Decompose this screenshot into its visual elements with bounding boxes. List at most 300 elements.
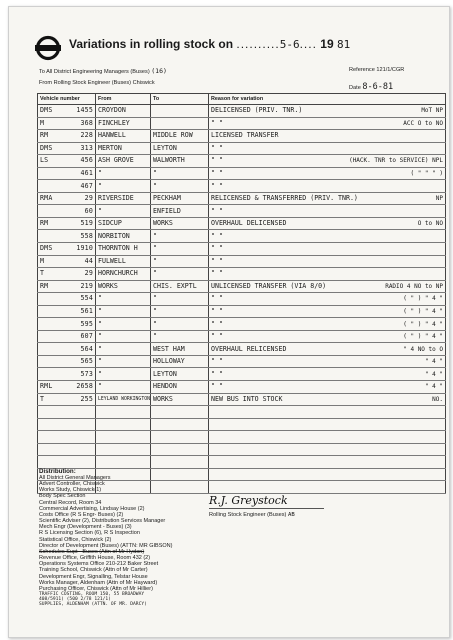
from-text: HANWELL [98, 131, 126, 140]
from-cell [96, 305, 151, 318]
reason-cell [209, 243, 446, 256]
distribution-item: Scientific Adviser (2), Distribution Services Manager [39, 518, 166, 525]
reason-extra: ( " ) " 4 " [403, 308, 443, 316]
vehicle-number-cell [38, 368, 96, 381]
from-text: SIDCUP [98, 219, 122, 228]
variations-table [37, 93, 446, 494]
reason-extra: ( " " " ) [410, 170, 443, 177]
vehicle-code: T [40, 394, 45, 403]
vehicle-number-cell [38, 406, 96, 419]
reason-text: " " [211, 181, 223, 190]
vehicle-num: 554 [80, 294, 93, 303]
from-text: ASH GROVE [98, 156, 134, 165]
vehicle-number-cell [38, 167, 96, 180]
vehicle-num: 44 [84, 256, 93, 265]
vehicle-num: 558 [80, 231, 93, 240]
signature-line [209, 508, 324, 509]
vehicle-number-cell [38, 418, 96, 431]
vehicle-code: DMS [40, 244, 53, 253]
distribution-item: Advert Controller, Chiswick [39, 481, 105, 488]
signature-caption-text: Rolling Stock Engineer (Buses) [209, 512, 287, 518]
reason-cell [209, 155, 446, 168]
reason-cell [209, 318, 446, 331]
reason-cell [209, 268, 446, 281]
from-cell [96, 280, 151, 293]
vehicle-code: RM [40, 131, 49, 140]
from-cell [96, 293, 151, 306]
to-cell: " [151, 230, 209, 243]
reason-extra: " 4 " [424, 358, 443, 366]
distribution-item: Works Study, Chiswick(1) [39, 487, 102, 494]
reason-text: " " [211, 319, 223, 328]
table-row [38, 130, 446, 143]
reason-text: " " [211, 369, 223, 378]
distribution-item: Central Record, Room 34 [39, 499, 102, 506]
vehicle-number-cell [38, 343, 96, 356]
from-cell [96, 343, 151, 356]
reason-cell [209, 468, 446, 481]
vehicle-number-cell [38, 393, 96, 406]
from-text: LEYLAND WORKINGTON [98, 396, 150, 402]
table-header-row [38, 94, 446, 105]
reason-extra: " 4 NO to O [403, 345, 443, 353]
reason-text: " " [211, 357, 223, 366]
column-to: To [151, 94, 209, 105]
from-text: FULWELL [98, 256, 126, 265]
reason-text: " " [211, 244, 223, 253]
reason-extra: NO. [432, 395, 443, 403]
distribution-list [39, 468, 239, 607]
vehicle-num: 219 [80, 281, 93, 290]
reason-text: " " [211, 156, 223, 165]
from-text: " [98, 307, 102, 316]
vehicle-number-cell [38, 205, 96, 218]
reason-extra [439, 206, 443, 217]
to-cell [151, 456, 209, 469]
from-cell [96, 255, 151, 268]
year-prefix: 19 [320, 37, 334, 51]
to-cell: LEYTON [151, 368, 209, 381]
distribution-item: Training School, Chiswick (Attn of Mr Carter) [39, 567, 148, 574]
to-cell: HOLLOWAY [151, 355, 209, 368]
from-cell [96, 418, 151, 431]
table-row [38, 330, 446, 343]
table-row [38, 243, 446, 256]
table-row [38, 192, 446, 205]
vehicle-code: RML [40, 382, 53, 391]
column-vehicle-number: Vehicle number [38, 94, 96, 105]
reason-text: " " [211, 169, 223, 177]
reason-cell [209, 205, 446, 218]
distribution-item: Costs Office (R S Engr- Buses) (2) [39, 511, 124, 518]
date-dots: .......... [236, 37, 280, 51]
reason-text: RELICENSED & TRANSFERRED (PRIV. TNR.) [211, 194, 358, 203]
from-cell [96, 205, 151, 218]
column-reason: Reason for variation [209, 94, 446, 105]
distribution-item: R S Licensing Section (6), R S Inspection [39, 530, 140, 537]
from-cell [96, 130, 151, 143]
date-value: 8-6-81 [362, 82, 394, 92]
from-text: " [98, 181, 102, 190]
form-title-text: Variations in rolling stock on [69, 37, 234, 51]
from-cell [96, 330, 151, 343]
vehicle-num: 255 [80, 394, 93, 403]
reason-text: " " [211, 332, 223, 341]
vehicle-num: 313 [80, 143, 93, 152]
to-cell: HENDON [151, 381, 209, 394]
distribution-item: Mech Engr (Development - Buses) (3) [39, 524, 132, 531]
from-line [39, 80, 155, 86]
table-row [38, 180, 446, 193]
distribution-item: Revenue Office, Griffith House, Room 432 (2) [39, 555, 151, 562]
table-row [38, 381, 446, 394]
vehicle-num: 1910 [76, 244, 93, 253]
reason-cell [209, 142, 446, 155]
reason-cell [209, 406, 446, 419]
vehicle-number-cell [38, 355, 96, 368]
date-line [349, 82, 393, 92]
from-cell [96, 355, 151, 368]
distribution-item: Director of Development (Buses) (ATTN: MR GIBSON) [39, 542, 173, 549]
table-row [38, 368, 446, 381]
reason-cell [209, 305, 446, 318]
table-row [38, 443, 446, 456]
vehicle-num: 461 [80, 169, 93, 177]
table-row [38, 230, 446, 243]
from-text: " [98, 319, 102, 328]
reason-cell [209, 393, 446, 406]
distribution-item: Operations Systems Office 210-212 Baker Street [39, 561, 159, 568]
reason-cell [209, 381, 446, 394]
to-cell [151, 406, 209, 419]
to-number: (16) [151, 67, 167, 75]
from-text: RIVERSIDE [98, 194, 134, 203]
from-cell [96, 192, 151, 205]
vehicle-code: LS [40, 156, 49, 165]
distribution-heading: Distribution: [39, 468, 76, 475]
from-text: THORNTON H [98, 244, 138, 253]
vehicle-number-cell [38, 381, 96, 394]
vehicle-number-cell [38, 255, 96, 268]
distribution-item: Schedules Supt - Buses (Attn of Mr Hydon) [39, 548, 145, 555]
reason-text: " " [211, 143, 223, 152]
to-cell [151, 117, 209, 130]
vehicle-number-cell [38, 117, 96, 130]
vehicle-num: 519 [80, 219, 93, 228]
reason-extra: ACC O to NO [403, 119, 443, 127]
to-cell: WALWORTH [151, 155, 209, 168]
vehicle-number-cell [38, 305, 96, 318]
table-row [38, 155, 446, 168]
vehicle-code: M [40, 118, 45, 127]
reason-extra: (HACK. TNR to SERVICE) NPL [349, 157, 443, 165]
reference-line [349, 67, 404, 73]
from-text: " [98, 369, 102, 378]
reason-extra: ( " ) " 4 " [403, 333, 443, 341]
vehicle-number-cell [38, 268, 96, 281]
reason-cell [209, 105, 446, 118]
vehicle-num: 2658 [76, 382, 93, 391]
vehicle-num: 607 [80, 332, 93, 341]
reason-extra [439, 130, 443, 141]
reason-extra [439, 143, 443, 154]
to-cell: CHIS. EXPTL [151, 280, 209, 293]
table-row [38, 280, 446, 293]
reason-extra [439, 243, 443, 254]
from-cell [96, 217, 151, 230]
reason-extra: MoT NP [421, 107, 443, 115]
from-cell [96, 105, 151, 118]
reason-text: LICENSED TRANSFER [211, 131, 279, 140]
from-text: NORBITON [98, 231, 130, 240]
table-row [38, 431, 446, 444]
table-row [38, 355, 446, 368]
reason-cell [209, 443, 446, 456]
date-dots-2: .... [299, 37, 317, 51]
from-text: CROYDON [98, 106, 126, 115]
to-line [39, 67, 167, 75]
vehicle-num: 228 [80, 131, 93, 140]
distribution-item: All District General Managers [39, 475, 111, 481]
to-cell: LEYTON [151, 142, 209, 155]
table-row [38, 142, 446, 155]
to-cell: WEST HAM [151, 343, 209, 356]
to-cell [151, 105, 209, 118]
to-cell: " [151, 293, 209, 306]
reason-text: " " [211, 307, 223, 316]
title-date-value: 5-6 [279, 38, 300, 51]
reason-text: UNLICENSED TRANSFER (VIA 8/0) [211, 281, 327, 290]
vehicle-number-cell [38, 130, 96, 143]
vehicle-number-cell [38, 217, 96, 230]
reason-text: " " [211, 118, 223, 127]
reason-cell [209, 130, 446, 143]
from-cell [96, 368, 151, 381]
from-text: " [98, 382, 102, 391]
distribution-item: Commercial Advertising, Lindsay House (2) [39, 505, 145, 512]
vehicle-num: 467 [80, 181, 93, 190]
vehicle-number-cell [38, 330, 96, 343]
reason-extra: NP [435, 195, 443, 203]
vehicle-num: 564 [80, 344, 93, 353]
reason-text: " " [211, 382, 223, 391]
from-text: MERTON [98, 143, 122, 152]
reason-cell [209, 255, 446, 268]
from-text: " [98, 169, 102, 177]
reason-text: DELICENSED (PRIV. TNR.) [211, 106, 303, 115]
table-row [38, 418, 446, 431]
vehicle-number-cell [38, 280, 96, 293]
distribution-item: Works Manager, Aldenham (Attn of Mr Hayward) [39, 579, 158, 586]
reason-cell [209, 368, 446, 381]
table-row [38, 406, 446, 419]
variations-sheet [8, 6, 450, 638]
table-row [38, 318, 446, 331]
distribution-note: TRAFFIC COSTING, ROOM 150, 55 BROADWAY [39, 591, 145, 597]
reason-cell [209, 192, 446, 205]
distribution-item: Statistical Office, Chiswick (2) [39, 536, 112, 543]
from-text: " [98, 206, 102, 215]
from-cell [96, 406, 151, 419]
date-label: Date [349, 85, 361, 91]
signature-caption [209, 512, 295, 518]
reason-text: OVERHAUL RELICENSED [211, 344, 287, 353]
vehicle-number-cell [38, 142, 96, 155]
vehicle-number-cell [38, 155, 96, 168]
from-cell [96, 167, 151, 180]
reason-cell [209, 355, 446, 368]
from-cell [96, 381, 151, 394]
vehicle-number-cell [38, 192, 96, 205]
distribution-note: SUPPLIES, ALDENHAM (ATTN. OF MR. DARCY) [39, 601, 147, 607]
table-row [38, 268, 446, 281]
reason-cell [209, 418, 446, 431]
reason-cell [209, 330, 446, 343]
from-cell [96, 230, 151, 243]
reason-cell [209, 431, 446, 444]
vehicle-num: 565 [80, 357, 93, 366]
vehicle-number-cell [38, 105, 96, 118]
reason-cell [209, 481, 446, 494]
distribution-item: Purchasing Officer, Chiswick (Attn of Mr Hillier) [39, 585, 153, 592]
reason-cell [209, 217, 446, 230]
reason-text: NEW BUS INTO STOCK [211, 394, 283, 403]
reason-cell [209, 230, 446, 243]
from-text: FINCHLEY [98, 118, 130, 127]
reason-cell [209, 180, 446, 193]
to-cell: " [151, 255, 209, 268]
from-cell [96, 318, 151, 331]
to-cell: ENFIELD [151, 205, 209, 218]
to-cell: " [151, 268, 209, 281]
distribution-item: Body Spec Section [39, 493, 86, 500]
to-cell: " [151, 318, 209, 331]
reason-extra: " 4 " [424, 383, 443, 391]
vehicle-num: 29 [84, 194, 93, 203]
vehicle-num: 368 [80, 118, 93, 127]
reference-label: Reference 121/1/CGR [349, 67, 405, 73]
reason-cell [209, 280, 446, 293]
from-cell [96, 456, 151, 469]
from-label: From Rolling Stock Engineer (Buses) Chiswick [39, 80, 155, 86]
signature: R.J. Greystock [209, 494, 288, 507]
from-text: " [98, 344, 102, 353]
distribution-note: 408/5911) (500 2/78 121/1) [39, 596, 111, 602]
vehicle-number-cell [38, 243, 96, 256]
vehicle-num: 29 [84, 269, 93, 278]
reason-extra [439, 231, 443, 242]
reason-extra: RADIO 4 NO to NP [385, 282, 443, 290]
vehicle-code: RMA [40, 194, 53, 203]
vehicle-code: RM [40, 219, 49, 228]
to-cell [151, 443, 209, 456]
from-cell [96, 268, 151, 281]
reason-text: " " [211, 206, 223, 215]
reason-text: OVERHAUL DELICENSED [211, 219, 287, 228]
from-cell [96, 443, 151, 456]
vehicle-code: DMS [40, 143, 53, 152]
signature-initials: AB [287, 512, 295, 518]
vehicle-number-cell [38, 230, 96, 243]
from-text: " [98, 294, 102, 303]
reason-text: " " [211, 269, 223, 278]
vehicle-num: 595 [80, 319, 93, 328]
table-row [38, 305, 446, 318]
table-row [38, 393, 446, 406]
vehicle-num: 456 [80, 156, 93, 165]
vehicle-code: M [40, 256, 45, 265]
vehicle-num: 60 [84, 206, 93, 215]
vehicle-code: T [40, 269, 45, 278]
to-cell: " [151, 305, 209, 318]
from-text: " [98, 357, 102, 366]
table-row [38, 255, 446, 268]
vehicle-number-cell [38, 431, 96, 444]
vehicle-number-cell [38, 443, 96, 456]
reason-extra: ( " ) " 4 " [403, 295, 443, 303]
distribution-item: Development Engr, Signalling, Telstar House [39, 573, 148, 580]
from-text: " [98, 332, 102, 341]
reason-text: " " [211, 256, 223, 265]
reason-extra: O to NO [417, 220, 443, 228]
from-text: WORKS [98, 281, 118, 290]
table-row [38, 117, 446, 130]
vehicle-num: 1455 [76, 106, 93, 115]
table-row [38, 217, 446, 230]
from-cell [96, 142, 151, 155]
to-cell: PECKHAM [151, 192, 209, 205]
table-row [38, 293, 446, 306]
table-row [38, 105, 446, 118]
reason-extra: " 4 " [424, 370, 443, 378]
reason-cell [209, 456, 446, 469]
to-label: To All District Engineering Managers (Buses) [39, 69, 150, 75]
reason-extra [439, 256, 443, 267]
vehicle-number-cell [38, 180, 96, 193]
vehicle-num: 573 [80, 369, 93, 378]
from-cell [96, 117, 151, 130]
table-row [38, 343, 446, 356]
table-row [38, 456, 446, 469]
to-cell: " [151, 180, 209, 193]
reason-extra: ( " ) " 4 " [403, 320, 443, 328]
from-cell [96, 431, 151, 444]
reason-text: " " [211, 231, 223, 240]
from-cell [96, 393, 151, 406]
table-row [38, 167, 446, 180]
from-cell [96, 155, 151, 168]
to-cell: " [151, 330, 209, 343]
reason-cell [209, 343, 446, 356]
vehicle-number-cell [38, 293, 96, 306]
to-cell: WORKS [151, 393, 209, 406]
from-cell [96, 180, 151, 193]
to-cell: " [151, 167, 209, 180]
reason-extra [439, 268, 443, 279]
reason-cell [209, 293, 446, 306]
from-text: HORNCHURCH [98, 269, 138, 278]
to-cell: MIDDLE ROW [151, 130, 209, 143]
vehicle-num: 561 [80, 307, 93, 316]
reason-cell [209, 117, 446, 130]
to-cell: WORKS [151, 217, 209, 230]
vehicle-code: RM [40, 281, 49, 290]
form-title [69, 37, 350, 51]
vehicle-number-cell [38, 318, 96, 331]
from-cell [96, 243, 151, 256]
to-cell [151, 418, 209, 431]
column-from: From [96, 94, 151, 105]
